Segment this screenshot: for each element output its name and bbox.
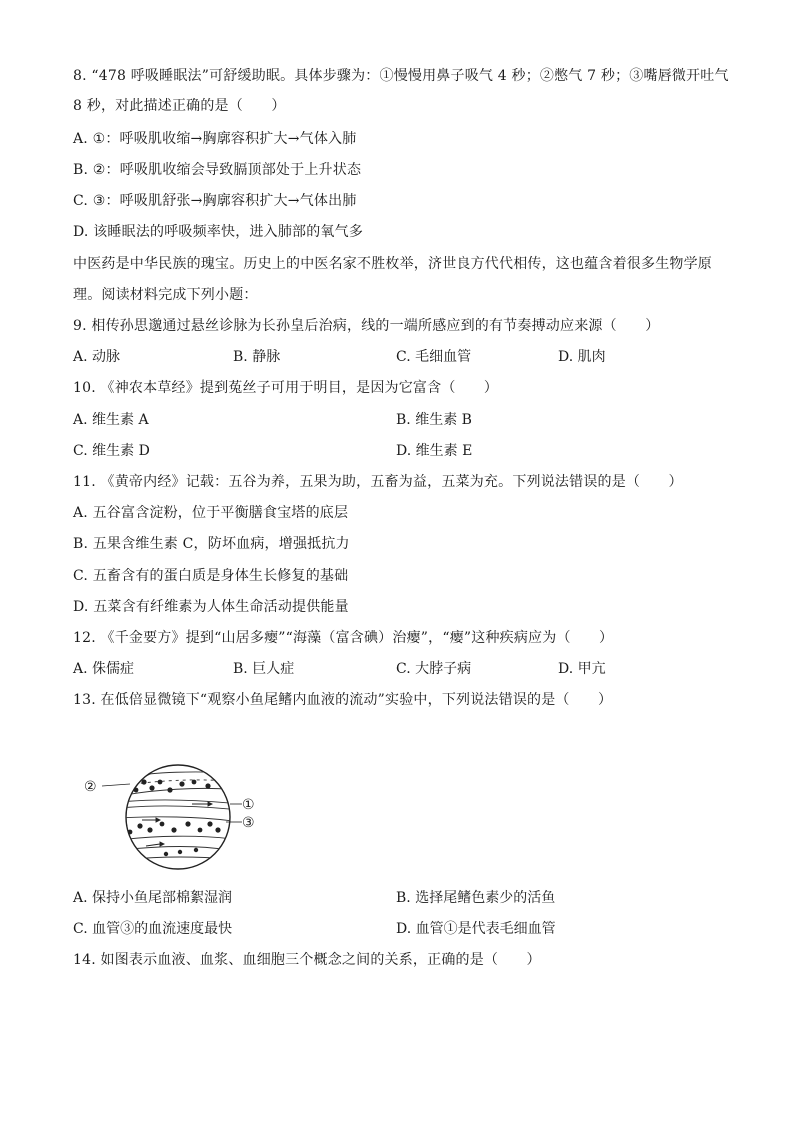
q8-option-b: B. ②：呼吸肌收缩会导致膈顶部处于上升状态	[73, 162, 362, 178]
q13-option-b: B. 选择尾鳍色素少的活鱼	[396, 890, 556, 906]
q11-option-b: B. 五果含维生素 C，防坏血病，增强抵抗力	[73, 536, 350, 552]
q8-option-a: A. ①：呼吸肌收缩→胸廓容积扩大→气体入肺	[73, 131, 357, 147]
fish-tail-microscope-figure	[70, 760, 260, 870]
q13-option-a: A. 保持小鱼尾部棉絮湿润	[73, 890, 233, 906]
q9-option-c: C. 毛细血管	[396, 349, 472, 365]
q10-option-d: D. 维生素 E	[396, 443, 473, 459]
q11-option-a: A. 五谷富含淀粉，位于平衡膳食宝塔的底层	[73, 505, 349, 521]
q12-option-d: D. 甲亢	[558, 661, 606, 677]
q8-option-d: D. 该睡眠法的呼吸频率快，进入肺部的氧气多	[73, 224, 364, 240]
q14-stem: 14. 如图表示血液、血浆、血细胞三个概念之间的关系，正确的是（ ）	[73, 952, 541, 968]
figure-label-3: ③	[242, 815, 255, 831]
q12-option-a: A. 侏儒症	[73, 661, 135, 677]
q11-stem: 11. 《黄帝内经》记载：五谷为养，五果为助，五畜为益，五菜为充。下列说法错误的是（ ）	[73, 474, 683, 490]
q13-stem: 13. 在低倍显微镜下“观察小鱼尾鳍内血液的流动”实验中，下列说法错误的是（ ）	[73, 692, 613, 708]
q10-option-a: A. 维生素 A	[73, 412, 149, 428]
q12-stem: 12. 《千金要方》提到“山居多瘿”“海藻（富含碘）治瘿”，“瘿”这种疾病应为（ ）	[73, 630, 614, 646]
q10-stem: 10. 《神农本草经》提到菟丝子可用于明目，是因为它富含（ ）	[73, 380, 499, 396]
q8-option-c: C. ③：呼吸肌舒张→胸廓容积扩大→气体出肺	[73, 193, 357, 209]
q9-option-b: B. 静脉	[233, 349, 281, 365]
q12-option-b: B. 巨人症	[233, 661, 295, 677]
figure-label-1: ①	[242, 797, 255, 813]
q9-option-a: A. 动脉	[73, 349, 121, 365]
q11-option-c: C. 五畜含有的蛋白质是身体生长修复的基础	[73, 568, 349, 584]
q9-option-d: D. 肌肉	[558, 349, 606, 365]
q13-option-d: D. 血管①是代表毛细血管	[396, 921, 556, 937]
q12-option-c: C. 大脖子病	[396, 661, 472, 677]
q10-option-b: B. 维生素 B	[396, 412, 472, 428]
q13-option-c: C. 血管③的血流速度最快	[73, 921, 233, 937]
q8-stem-line2: 8 秒，对此描述正确的是（ ）	[73, 98, 286, 114]
passage-line1: 中医药是中华民族的瑰宝。历史上的中医名家不胜枚举，济世良方代代相传，这也蕴含着很多生物学原	[73, 256, 712, 272]
passage-line2: 理。阅读材料完成下列小题：	[73, 287, 258, 303]
q8-stem-line1: 8. “478 呼吸睡眠法”可舒缓助眠。具体步骤为：①慢慢用鼻子吸气 4 秒；②憋气 7 秒；③嘴唇微开吐气	[73, 68, 729, 84]
q11-option-d: D. 五菜含有纤维素为人体生命活动提供能量	[73, 599, 349, 615]
figure-label-2: ②	[84, 779, 97, 795]
q9-stem: 9. 相传孙思邈通过悬丝诊脉为长孙皇后治病，线的一端所感应到的有节奏搏动应来源（ ）	[73, 318, 660, 334]
q10-option-c: C. 维生素 D	[73, 443, 150, 459]
